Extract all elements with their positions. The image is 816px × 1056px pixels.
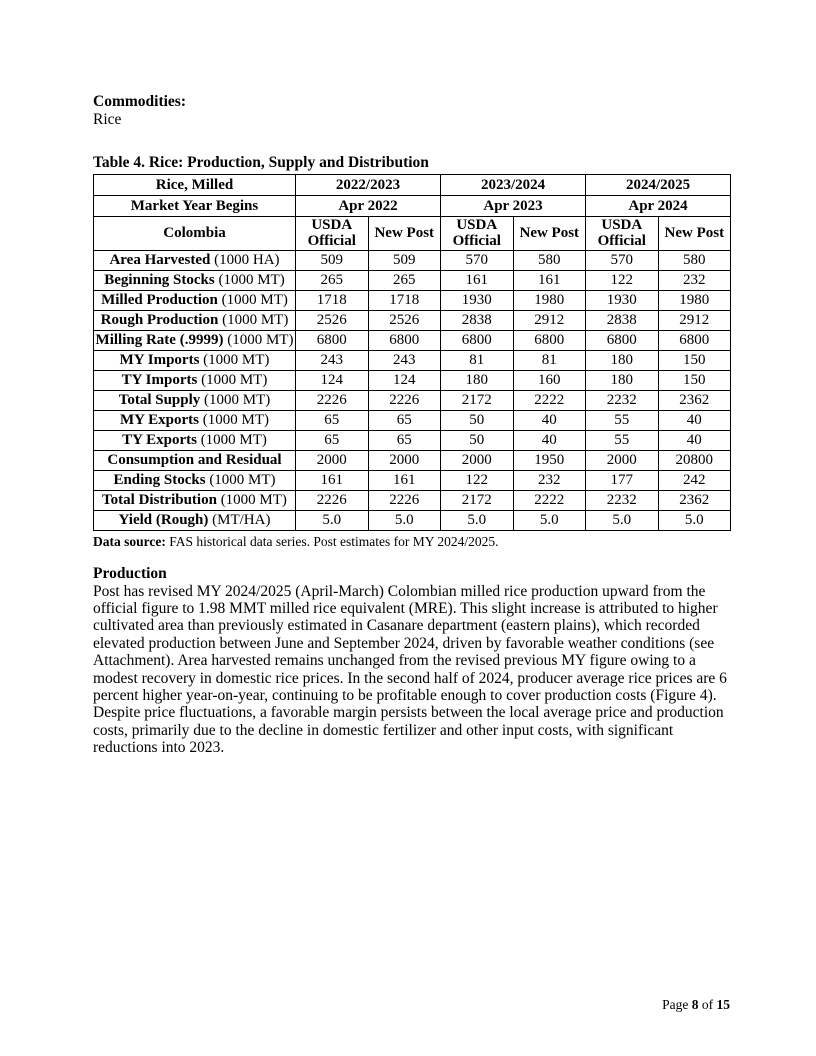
row-unit: (1000 MT) <box>221 292 288 308</box>
row-label: Milled Production <box>101 292 218 308</box>
row-label: Total Supply <box>118 392 201 408</box>
value-cell: 65 <box>368 430 441 450</box>
value-cell: 180 <box>586 350 659 370</box>
value-cell: 232 <box>513 470 586 490</box>
value-cell: 2362 <box>658 490 731 510</box>
value-cell: 2226 <box>368 490 441 510</box>
value-cell: 150 <box>658 350 731 370</box>
new-post-header-cell: New Post <box>658 216 731 250</box>
page-content <box>93 93 730 757</box>
value-cell: 2226 <box>296 490 369 510</box>
value-cell: 55 <box>586 430 659 450</box>
value-cell: 5.0 <box>513 510 586 530</box>
value-cell: 124 <box>296 370 369 390</box>
value-cell: 2362 <box>658 390 731 410</box>
row-label: MY Imports <box>119 352 200 368</box>
row-label-cell <box>94 370 296 390</box>
value-cell: 5.0 <box>296 510 369 530</box>
commodity-value: Rice <box>93 110 122 128</box>
value-cell: 124 <box>368 370 441 390</box>
table-row <box>94 490 731 510</box>
value-cell: 242 <box>658 470 731 490</box>
row-label: Consumption and Residual <box>107 452 282 468</box>
row-label-cell <box>94 430 296 450</box>
row-label-cell <box>94 450 296 470</box>
value-cell: 65 <box>296 430 369 450</box>
row-label-cell <box>94 290 296 310</box>
row-label-cell <box>94 490 296 510</box>
row-label-cell <box>94 270 296 290</box>
value-cell: 122 <box>586 270 659 290</box>
row-label: TY Exports <box>122 432 197 448</box>
value-cell: 1950 <box>513 450 586 470</box>
row-label-cell <box>94 510 296 530</box>
data-source-label: Data source: <box>93 533 166 549</box>
row-unit: (1000 MT) <box>200 432 267 448</box>
value-cell: 160 <box>513 370 586 390</box>
value-cell: 1980 <box>513 290 586 310</box>
row-label: Milling Rate (.9999) <box>95 332 224 348</box>
row-label: Rough Production <box>100 312 219 328</box>
new-post-header-cell: New Post <box>513 216 586 250</box>
table-header-row-years <box>94 174 731 195</box>
row-unit: (1000 MT) <box>203 352 270 368</box>
year-cell: 2022/2023 <box>296 174 441 195</box>
page-footer <box>662 997 730 1012</box>
value-cell: 2526 <box>296 310 369 330</box>
commodities-label: Commodities: <box>93 93 186 110</box>
footer-page-number: 8 <box>691 997 699 1012</box>
table-header-row-market-year <box>94 195 731 216</box>
table-row <box>94 330 731 350</box>
value-cell: 81 <box>513 350 586 370</box>
usda-official-header-cell: USDA Official <box>441 216 514 250</box>
table-row <box>94 430 731 450</box>
row-unit: (1000 MT) <box>220 492 287 508</box>
value-cell: 40 <box>658 410 731 430</box>
value-cell: 2000 <box>296 450 369 470</box>
table-row <box>94 250 731 270</box>
value-cell: 2912 <box>658 310 731 330</box>
value-cell: 2226 <box>296 390 369 410</box>
table-row <box>94 310 731 330</box>
row-unit: (1000 MT) <box>204 392 271 408</box>
value-cell: 5.0 <box>658 510 731 530</box>
row-label: Beginning Stocks <box>104 272 215 288</box>
value-cell: 5.0 <box>586 510 659 530</box>
value-cell: 177 <box>586 470 659 490</box>
value-cell: 180 <box>586 370 659 390</box>
value-cell: 1930 <box>441 290 514 310</box>
value-cell: 580 <box>658 250 731 270</box>
value-cell: 5.0 <box>441 510 514 530</box>
value-cell: 2838 <box>586 310 659 330</box>
value-cell: 81 <box>441 350 514 370</box>
row-label-cell <box>94 310 296 330</box>
corner-cell: Rice, Milled <box>94 174 296 195</box>
value-cell: 6800 <box>441 330 514 350</box>
market-year-cell: Apr 2022 <box>296 195 441 216</box>
year-cell: 2023/2024 <box>441 174 586 195</box>
usda-official-header-cell: USDA Official <box>296 216 369 250</box>
value-cell: 2222 <box>513 390 586 410</box>
value-cell: 2232 <box>586 490 659 510</box>
value-cell: 2000 <box>368 450 441 470</box>
table-row <box>94 510 731 530</box>
value-cell: 6800 <box>368 330 441 350</box>
row-unit: (1000 MT) <box>209 472 276 488</box>
table-header-row-sources <box>94 216 731 250</box>
value-cell: 509 <box>368 250 441 270</box>
row-label-cell <box>94 410 296 430</box>
table-row <box>94 270 731 290</box>
value-cell: 122 <box>441 470 514 490</box>
value-cell: 2838 <box>441 310 514 330</box>
table-row <box>94 470 731 490</box>
value-cell: 65 <box>296 410 369 430</box>
value-cell: 2222 <box>513 490 586 510</box>
row-unit: (1000 MT) <box>218 272 285 288</box>
value-cell: 2000 <box>586 450 659 470</box>
value-cell: 40 <box>513 430 586 450</box>
value-cell: 150 <box>658 370 731 390</box>
row-unit: (1000 MT) <box>222 312 289 328</box>
table-row <box>94 290 731 310</box>
value-cell: 243 <box>296 350 369 370</box>
row-unit: (1000 MT) <box>227 332 294 348</box>
value-cell: 40 <box>658 430 731 450</box>
value-cell: 2000 <box>441 450 514 470</box>
row-label-cell <box>94 470 296 490</box>
value-cell: 20800 <box>658 450 731 470</box>
value-cell: 265 <box>368 270 441 290</box>
value-cell: 50 <box>441 410 514 430</box>
row-label: Area Harvested <box>109 252 211 268</box>
row-label-cell <box>94 330 296 350</box>
table-row <box>94 410 731 430</box>
row-label: Total Distribution <box>102 492 217 508</box>
value-cell: 2172 <box>441 490 514 510</box>
table-row <box>94 370 731 390</box>
row-unit: (1000 HA) <box>214 252 280 268</box>
value-cell: 2526 <box>368 310 441 330</box>
value-cell: 1930 <box>586 290 659 310</box>
value-cell: 6800 <box>586 330 659 350</box>
footer-prefix: Page <box>662 997 692 1012</box>
value-cell: 2912 <box>513 310 586 330</box>
market-year-label-cell: Market Year Begins <box>94 195 296 216</box>
value-cell: 2232 <box>586 390 659 410</box>
row-label: TY Imports <box>121 372 198 388</box>
value-cell: 55 <box>586 410 659 430</box>
value-cell: 1718 <box>296 290 369 310</box>
value-cell: 50 <box>441 430 514 450</box>
value-cell: 570 <box>586 250 659 270</box>
value-cell: 161 <box>513 270 586 290</box>
value-cell: 161 <box>441 270 514 290</box>
value-cell: 6800 <box>296 330 369 350</box>
production-heading: Production <box>93 565 167 582</box>
value-cell: 509 <box>296 250 369 270</box>
footer-total-pages: 15 <box>716 997 730 1012</box>
value-cell: 2226 <box>368 390 441 410</box>
year-cell: 2024/2025 <box>586 174 731 195</box>
value-cell: 161 <box>368 470 441 490</box>
row-unit: (1000 MT) <box>202 412 270 428</box>
value-cell: 1980 <box>658 290 731 310</box>
new-post-header-cell: New Post <box>368 216 441 250</box>
row-label-cell <box>94 390 296 410</box>
value-cell: 6800 <box>658 330 731 350</box>
row-unit: (1000 MT) <box>201 372 268 388</box>
table-title: Table 4. Rice: Production, Supply and Distribution <box>93 154 429 171</box>
value-cell: 265 <box>296 270 369 290</box>
table-row <box>94 450 731 470</box>
market-year-cell: Apr 2023 <box>441 195 586 216</box>
value-cell: 243 <box>368 350 441 370</box>
data-source-text: FAS historical data series. Post estimates for MY 2024/2025. <box>165 533 499 549</box>
value-cell: 5.0 <box>368 510 441 530</box>
row-label-cell <box>94 250 296 270</box>
row-label: Yield (Rough) <box>118 512 209 528</box>
production-paragraph: Post has revised MY 2024/2025 (April-March) Colombian milled rice production upward from the official figure to 1.98 MMT milled rice equivalent (MRE). This slight increase is attributed to higher cultivated area than previously estimated in Casanare department (eastern plains), which recorded elevated production between June and September 2024, driven by favorable weather conditions (see Attachment). Area harvested remains unchanged from the revised previous MY figure owing to a modest recovery in domestic rice prices. In the second half of 2024, producer average rice prices are 6 percent higher year-on-year, continuing to be profitable enough to cover production costs (Figure 4). Despite price fluctuations, a favorable margin persists between the local average price and production costs, primarily due to the decline in domestic fertilizer and other input costs, with significant reductions into 2023. <box>93 582 727 757</box>
row-unit: (MT/HA) <box>212 512 271 528</box>
row-label: Ending Stocks <box>113 472 206 488</box>
row-label: MY Exports <box>119 412 200 428</box>
value-cell: 580 <box>513 250 586 270</box>
value-cell: 65 <box>368 410 441 430</box>
table-row <box>94 350 731 370</box>
value-cell: 40 <box>513 410 586 430</box>
footer-of-text: of <box>698 997 717 1012</box>
country-cell: Colombia <box>94 216 296 250</box>
value-cell: 180 <box>441 370 514 390</box>
table-body <box>94 250 731 530</box>
value-cell: 6800 <box>513 330 586 350</box>
value-cell: 570 <box>441 250 514 270</box>
value-cell: 161 <box>296 470 369 490</box>
value-cell: 2172 <box>441 390 514 410</box>
value-cell: 232 <box>658 270 731 290</box>
psd-table <box>93 174 731 531</box>
market-year-cell: Apr 2024 <box>586 195 731 216</box>
value-cell: 1718 <box>368 290 441 310</box>
table-row <box>94 390 731 410</box>
usda-official-header-cell: USDA Official <box>586 216 659 250</box>
row-label-cell <box>94 350 296 370</box>
data-source-note <box>93 534 730 550</box>
